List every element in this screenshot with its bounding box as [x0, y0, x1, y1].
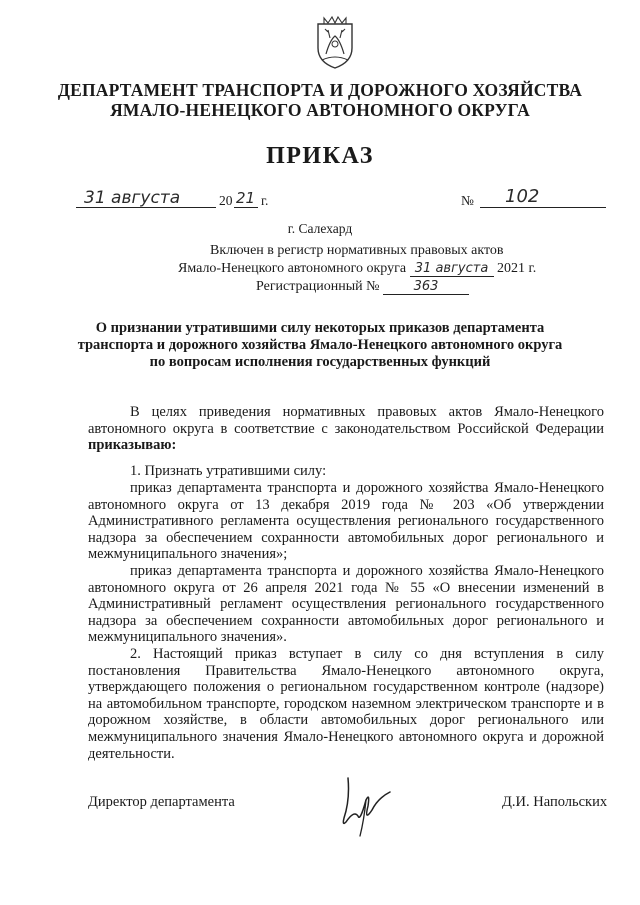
yamal-coat-of-arms-icon: [312, 14, 358, 70]
department-name-line1: ДЕПАРТАМЕНТ ТРАНСПОРТА И ДОРОЖНОГО ХОЗЯЙСТВА: [57, 80, 583, 100]
number-value: 102: [505, 186, 540, 207]
registry-line3: [256, 279, 469, 295]
registry-number-value: 363: [383, 279, 469, 295]
signature-name: Д.И. Напольских: [502, 794, 608, 810]
order-title-line2: транспорта и дорожного хозяйства Ямало-Ненецкого автономного округа: [77, 337, 563, 353]
department-name-line2: ЯМАЛО-НЕНЕЦКОГО АВТОНОМНОГО ОКРУГА: [110, 100, 530, 120]
registry-line2: [178, 261, 536, 277]
item1-sub2: приказ департамента транспорта и дорожного хозяйства Ямало-Ненецкого автономного округа от 26 апреля 2021 года № 55 «О внесении изменений в Административный регламент осуществления регионального государственного надзора за обеспечением сохранности автомобильных дорог регионального и межмуниципального значения».: [88, 563, 604, 646]
item1-heading: 1. Признать утратившими силу:: [130, 463, 327, 479]
city: г. Салехард: [287, 221, 353, 236]
registry-line1: Включен в регистр нормативных правовых актов: [210, 243, 504, 258]
registry-number-label: Регистрационный №: [256, 279, 380, 294]
registry-line2-prefix: Ямало-Ненецкого автономного округа: [178, 261, 407, 276]
date-year-prefix: 20: [219, 193, 233, 208]
order-title-line3: по вопросам исполнения государственных функций: [149, 354, 491, 370]
date-year-suffix: 21: [236, 189, 256, 207]
item1-sub1: приказ департамента транспорта и дорожного хозяйства Ямало-Ненецкого автономного округа от 13 декабря 2019 года № 203 «Об утверждении Административного регламента осуществления регионального государственного надзора за обеспечением сохранности автомобильных дорог регионального и межмуниципального значения»;: [88, 480, 604, 563]
signature-position: Директор департамента: [88, 794, 235, 810]
order-title-line1: О признании утратившими силу некоторых приказов департамента: [95, 320, 545, 336]
registry-date: 31 августа: [410, 261, 494, 277]
preamble: [88, 404, 604, 454]
order-title: [60, 320, 580, 371]
registry-year: 2021 г.: [497, 261, 537, 276]
date-year-g: г.: [261, 193, 269, 208]
item2: 2. Настоящий приказ вступает в силу со дня вступления в силу постановления Правительства Ямало-Ненецкого автономного округа, утверждающего положения о региональном государственном контроле (надзоре) на автомобильном транспорте, городском наземном электрическом транспорте и в дорожном хозяйстве, в области автомобильных дорог регионального или межмуниципального значения Ямало-Ненецкого автономного округа и дорожной деятельности.: [88, 646, 604, 762]
preamble-emphasis: приказываю:: [88, 437, 177, 454]
handwritten-signature: [320, 770, 400, 840]
document-type: ПРИКАЗ: [266, 143, 374, 169]
number-label: №: [461, 193, 474, 208]
preamble-text: В целях приведения нормативных правовых актов Ямало-Ненецкого автономного округа в соответствие с законодательством Российской Федерации: [88, 404, 604, 437]
date-day-month: 31 августа: [84, 188, 181, 208]
